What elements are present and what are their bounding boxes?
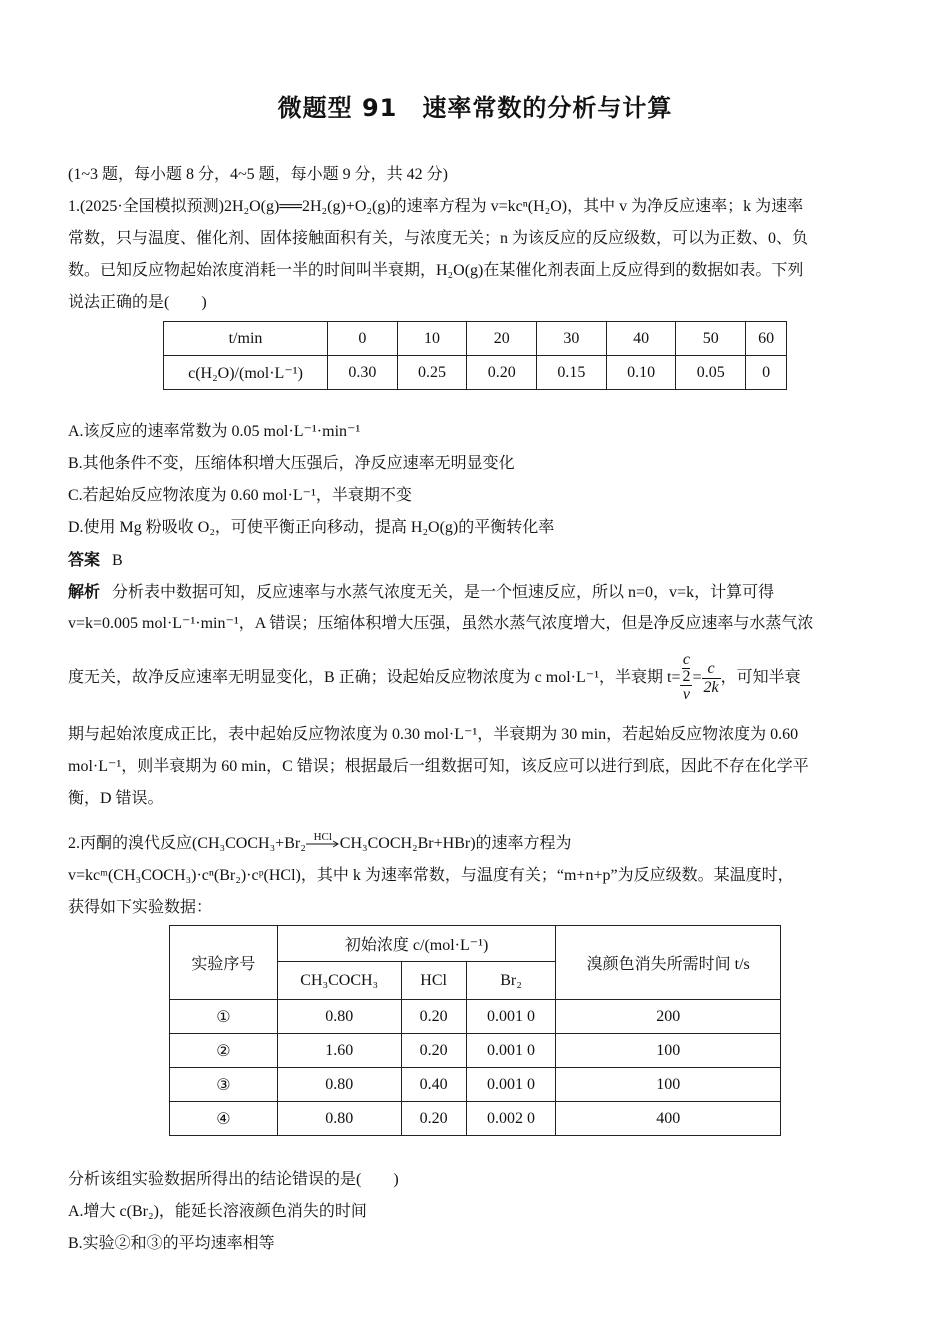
q1-option-d: D.使用 Mg 粉吸收 O₂，可使平衡正向移动，提高 H₂O(g)的平衡转化率 — [68, 519, 555, 536]
q2-header-index: 实验序号 — [170, 926, 278, 1000]
table-cell: 0.20 — [401, 1034, 466, 1068]
q2-subheader-acetone: CH₃COCH₃ — [277, 962, 401, 1000]
table-cell: ① — [170, 1000, 278, 1034]
q1-conc-cell: 0 — [746, 356, 787, 390]
q2-stem-line1 — [68, 828, 883, 860]
q2-subheader-br2: Br₂ — [466, 962, 556, 1000]
q1-stem-line4: 说法正确的是( ) — [68, 294, 207, 311]
q2-header-time: 溴颜色消失所需时间 t/s — [556, 926, 781, 1000]
table-cell: 200 — [556, 1000, 781, 1034]
q1-time-cell: 0 — [328, 322, 398, 356]
q1-analysis-line4: 期与起始浓度成正比，表中起始反应物浓度为 0.30 mol·L⁻¹，半衰期为 30 min，若起始反应物浓度为 0.60 — [68, 726, 799, 743]
q2-data-table — [169, 925, 781, 1136]
table-cell: ③ — [170, 1068, 278, 1102]
q2-stem-line2: v=kcᵐ(CH₃COCH₃)·cⁿ(Br₂)·cᵖ(HCl)，其中 k 为速率常数，与温度有关；“m+n+p”为反应级数。某温度时， — [68, 867, 794, 884]
q1-data-table — [163, 321, 787, 390]
q1-stem-line2: 常数，只与温度、催化剂、固体接触面积有关，与浓度无关；n 为该反应的反应级数，可以为正数、0、负 — [68, 230, 809, 247]
q1-analysis-line6: 衡，D 错误。 — [68, 790, 164, 807]
table-cell: 0.20 — [401, 1102, 466, 1136]
table-cell: 0.001 0 — [466, 1068, 556, 1102]
q1-option-b: B.其他条件不变，压缩体积增大压强后，净反应速率无明显变化 — [68, 455, 515, 472]
table-cell: 0.80 — [277, 1000, 401, 1034]
table-cell: 100 — [556, 1068, 781, 1102]
q1-analysis-line2: v=k=0.005 mol·L⁻¹·min⁻¹，A 错误；压缩体积增大压强，虽然水蒸气浓度增大，但是净反应速率与水蒸气浓 — [68, 615, 814, 632]
frac-c: c — [682, 651, 691, 669]
q2-subheader-hcl: HCl — [401, 962, 466, 1000]
table-cell: 0.001 0 — [466, 1034, 556, 1068]
q1-time-cell: 30 — [537, 322, 607, 356]
q2-option-a: A.增大 c(Br₂)，能延长溶液颜色消失的时间 — [68, 1203, 367, 1220]
analysis-label: 解析 — [68, 582, 101, 601]
q1-answer — [68, 544, 883, 577]
frac-v: v — [682, 686, 691, 704]
table-cell: 1.60 — [277, 1034, 401, 1068]
q1-option-c: C.若起始反应物浓度为 0.60 mol·L⁻¹，半衰期不变 — [68, 487, 412, 504]
table-cell: 0.80 — [277, 1102, 401, 1136]
q1-conc-cell: 0.20 — [467, 356, 537, 390]
q1-table-time-header: t/min — [164, 322, 328, 356]
table-cell: ④ — [170, 1102, 278, 1136]
q2-header-conc: 初始浓度 c/(mol·L⁻¹) — [277, 926, 556, 962]
table-cell: 0.002 0 — [466, 1102, 556, 1136]
table-cell: 0.40 — [401, 1068, 466, 1102]
q1-stem-line3: 数。已知反应物起始浓度消耗一半的时间叫半衰期，H₂O(g)在某催化剂表面上反应得到的数据如表。下列 — [68, 262, 804, 279]
table-cell: 0.001 0 — [466, 1000, 556, 1034]
q1-time-cell: 40 — [606, 322, 676, 356]
q1-time-cell: 50 — [676, 322, 746, 356]
analysis-text: 分析表中数据可知，反应速率与水蒸气浓度无关，是一个恒速反应，所以 n=0，v=k，计算可得 — [112, 584, 775, 601]
q1-time-cell: 10 — [397, 322, 467, 356]
half-life-fraction — [680, 652, 692, 704]
q2-option-b: B.实验②和③的平均速率相等 — [68, 1235, 275, 1252]
q1-conc-cell: 0.30 — [328, 356, 398, 390]
q1-conc-cell: 0.05 — [676, 356, 746, 390]
q1-time-cell: 20 — [467, 322, 537, 356]
q1-stem-line1: 1.(2025·全国模拟预测)2H₂O(g)══2H₂(g)+O₂(g)的速率方程为 v=kcⁿ(H₂O)，其中 v 为净反应速率；k 为速率 — [68, 198, 804, 215]
q1-time-cell: 60 — [746, 322, 787, 356]
q2-stem-line3: 获得如下实验数据： — [68, 899, 213, 916]
q2-reaction-left: 2.丙酮的溴代反应(CH₃COCH₃+Br₂ — [68, 835, 306, 852]
q2-stem-question: 分析该组实验数据所得出的结论错误的是( ) — [68, 1171, 399, 1188]
arrow-icon — [306, 839, 340, 849]
q1-conc-cell: 0.15 — [537, 356, 607, 390]
q1-analysis-line3: 度无关，故净反应速率无明显变化，B 正确；设起始反应物浓度为 c mol·L⁻¹，半衰期 t= c 2 v = $\frac{c}{2k}$ ，可知半衰 — [68, 651, 801, 704]
score-note: (1~3 题，每小题 8 分，4~5 题，每小题 9 分，共 42 分) — [68, 166, 448, 183]
table-cell: 400 — [556, 1102, 781, 1136]
answer-value: B — [112, 552, 123, 569]
table-cell: ② — [170, 1034, 278, 1068]
table-cell: 0.20 — [401, 1000, 466, 1034]
analysis-text: ，可知半衰 — [720, 669, 801, 686]
reaction-arrow — [306, 831, 340, 851]
answer-label: 答案 — [68, 550, 101, 569]
catalyst-label: HCl — [313, 831, 332, 844]
q1-option-a: A.该反应的速率常数为 0.05 mol·L⁻¹·min⁻¹ — [68, 423, 361, 440]
half-life-fraction-simplified — [702, 660, 721, 697]
q2-reaction-right: CH₃COCH₂Br+HBr)的速率方程为 — [339, 835, 572, 852]
q1-table-conc-header: c(H₂O)/(mol·L⁻¹) — [164, 356, 328, 390]
frac-two: 2 — [682, 668, 691, 686]
q1-conc-cell: 0.25 — [397, 356, 467, 390]
table-cell: 100 — [556, 1034, 781, 1068]
frac2-numerator: c — [702, 660, 721, 679]
analysis-text: 度无关，故净反应速率无明显变化，B 正确；设起始反应物浓度为 c mol·L⁻¹，半衰期 t= — [68, 669, 681, 686]
q1-analysis-line1 — [68, 576, 883, 609]
frac2-denominator: 2k — [703, 678, 719, 696]
table-cell: 0.80 — [277, 1068, 401, 1102]
q1-analysis-line5: mol·L⁻¹，则半衰期为 60 min，C 错误；根据最后一组数据可知，该反应可以进行到底，因此不存在化学平 — [68, 758, 809, 775]
page-title: 微题型 91 速率常数的分析与计算 — [277, 94, 673, 122]
q1-conc-cell: 0.10 — [606, 356, 676, 390]
